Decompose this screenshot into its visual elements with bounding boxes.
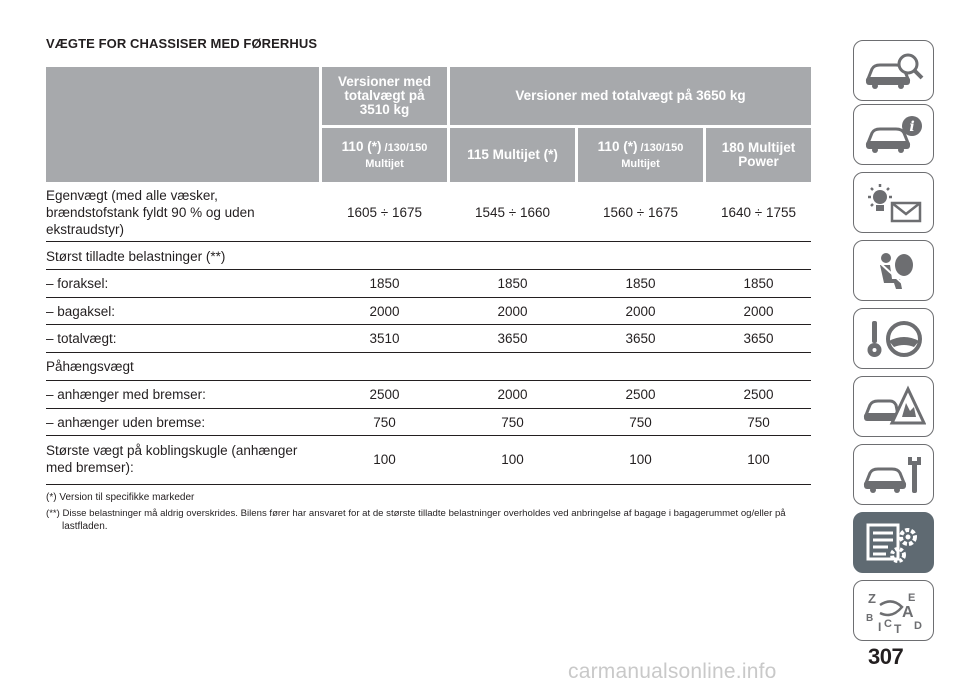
list-gears-icon (862, 521, 926, 565)
header-group-3650: Versioner med totalvægt på 3650 kg (450, 67, 811, 125)
column-header-1 (322, 128, 447, 182)
table-cell: 3510 (369, 331, 400, 346)
table-row-label: Størst tilladte belastninger (**) (46, 248, 226, 264)
header-group-3510-line-2: totalvægt på (344, 88, 425, 103)
row-divider (46, 352, 811, 353)
table-cell: 750 (373, 414, 396, 430)
column-header-4-sub: Power (738, 154, 779, 169)
column-header-2-main: 115 Multijet (*) (467, 147, 558, 162)
car-info-icon (862, 113, 926, 157)
key-steering-wheel-icon (862, 317, 926, 361)
column-header-3-suffix: /130/150 (637, 141, 684, 154)
table-cell: 2500 (369, 387, 400, 402)
svg-text:E: E (907, 591, 915, 604)
table-header-empty (46, 67, 319, 182)
svg-text:i: i (908, 118, 915, 135)
column-header-3-main: 110 (*) (597, 138, 638, 154)
table-row-label: – anhænger med bremser: (46, 387, 206, 402)
table-cell: 1640 ÷ 1755 (721, 204, 796, 220)
svg-text:C: C (883, 617, 892, 630)
page-title: VÆGTE FOR CHASSISER MED FØRERHUS (46, 36, 318, 51)
header-group-3510 (322, 67, 447, 125)
table-cell: 1850 (625, 276, 656, 291)
table-cell: 2500 (625, 387, 656, 402)
column-header-1-main: 110 (*) (341, 138, 382, 154)
table-cell: 2000 (369, 303, 400, 319)
table-cell: 750 (629, 414, 652, 430)
table-cell: 1605 ÷ 1675 (347, 204, 422, 220)
table-cell: 100 (747, 451, 770, 467)
column-header-4 (706, 128, 811, 182)
svg-text:T: T (893, 621, 901, 633)
svg-text:B: B (865, 612, 873, 624)
tab-warning-lights[interactable] (853, 172, 934, 233)
table-cell: 3650 (743, 331, 774, 346)
header-group-3510-line-1: Versioner med (337, 74, 432, 89)
car-wrench-icon (862, 453, 926, 497)
column-header-4-main: 180 Multijet (721, 140, 796, 155)
table-row-label: – anhænger uden bremse: (46, 414, 206, 430)
footnote-2-continued: lastfladen. (62, 521, 108, 532)
airbag-person-icon (862, 249, 926, 293)
warning-lights-envelope-icon (862, 181, 926, 225)
table-cell: 1545 ÷ 1660 (475, 204, 550, 220)
header-group-3510-line-3: 3510 kg (359, 102, 410, 117)
table-cell: 1850 (369, 276, 400, 291)
watermark: carmanualsonline.info (568, 660, 777, 683)
footnote-2: (**) Disse belastninger må aldrig overskrides. Bilens fører har ansvaret for at de største tilladte belastninger overholdes ved anbringelse af bagage i bagagerummet og/eller på (46, 508, 786, 519)
alphabet-index-icon (862, 589, 926, 633)
table-bottom-rule (46, 484, 811, 485)
svg-text:I: I (877, 619, 881, 633)
row-divider (46, 241, 811, 242)
svg-text:D: D (913, 619, 922, 632)
table-row-label: – foraksel: (46, 276, 109, 291)
table-cell: 100 (373, 451, 396, 467)
tab-key-steering[interactable] (853, 308, 934, 369)
row-divider (46, 435, 811, 436)
column-header-3 (578, 128, 703, 182)
tab-car-wrench[interactable] (853, 444, 934, 505)
column-header-3-sub: Multijet (621, 157, 660, 170)
tab-alphabetical-index[interactable] (853, 580, 934, 641)
table-cell: 3650 (625, 331, 656, 346)
table-row-label: – bagaksel: (46, 303, 116, 319)
car-magnifier-icon (862, 49, 926, 93)
column-header-1-sub: Multijet (365, 157, 404, 170)
column-header-1-suffix: /130/150 (381, 141, 428, 154)
svg-text:Z: Z (867, 590, 876, 606)
table-cell: 1560 ÷ 1675 (603, 204, 678, 220)
table-cell: 100 (629, 451, 652, 467)
table-cell: 2000 (497, 387, 528, 402)
table-cell: 2000 (497, 303, 528, 319)
table-row-label: Egenvægt (med alle væsker, brændstofstank fyldt 90 % og uden ekstraudstyr) (46, 187, 255, 237)
table-cell: 100 (501, 451, 524, 467)
page-number: 307 (868, 644, 904, 669)
table-row-label: – totalvægt: (46, 331, 117, 346)
table-cell: 2000 (743, 303, 774, 319)
tab-car-info[interactable] (853, 104, 934, 165)
table-cell: 3650 (497, 331, 528, 346)
table-cell: 2000 (625, 303, 656, 319)
table-cell: 1850 (743, 276, 774, 291)
column-header-2 (450, 128, 575, 182)
table-cell: 750 (747, 414, 770, 430)
table-row-label: Påhængsvægt (46, 359, 134, 374)
tab-car-triangle[interactable] (853, 376, 934, 437)
table-cell: 2500 (743, 387, 774, 402)
car-warning-triangle-icon (862, 385, 926, 429)
tab-car-magnifier[interactable] (853, 40, 934, 101)
table-row-label: Største vægt på koblingskugle (anhænger med bremser): (46, 443, 298, 475)
tab-technical-data[interactable] (853, 512, 934, 573)
svg-text:A: A (901, 603, 914, 621)
table-cell: 1850 (497, 276, 528, 291)
tab-airbag[interactable] (853, 240, 934, 301)
footnote-1: (*) Version til specifikke markeder (46, 492, 195, 503)
table-cell: 750 (501, 414, 524, 430)
